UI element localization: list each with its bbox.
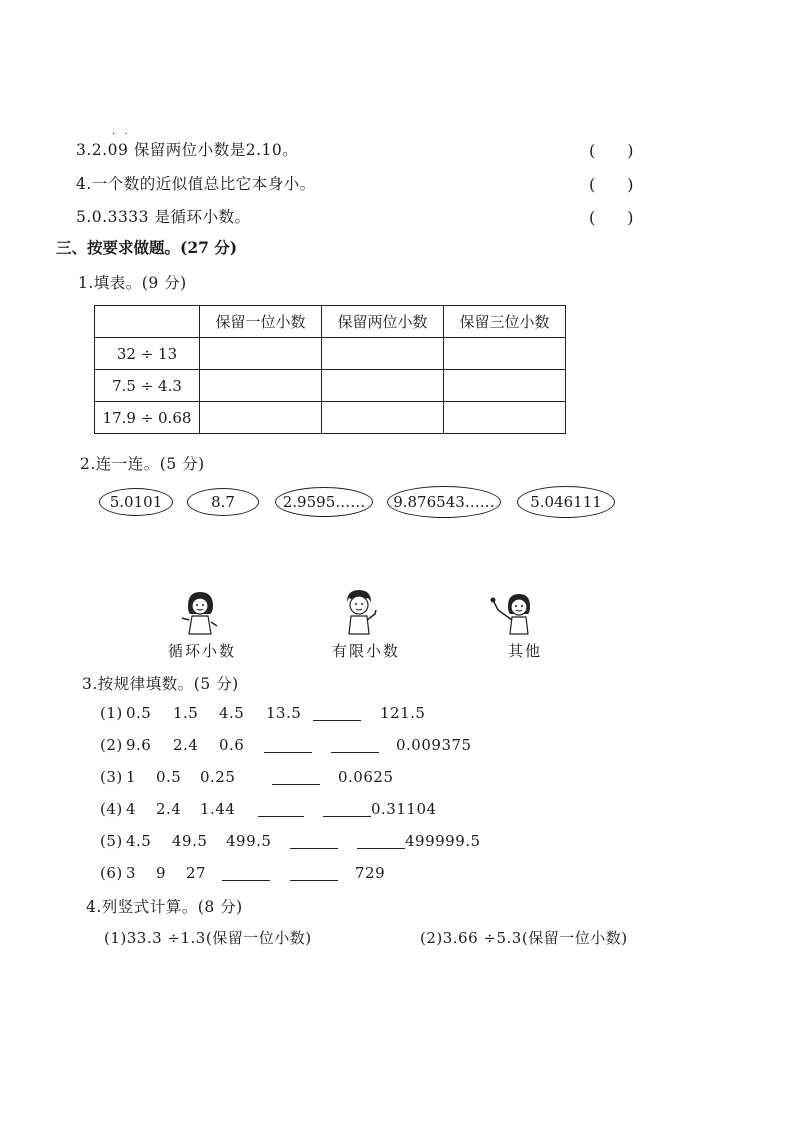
sequence-term: 13.5 (266, 704, 302, 722)
sequence-label: (1) (100, 704, 123, 722)
category-label[interactable]: 其他 (508, 642, 543, 660)
sequence-term: 0.5 (156, 768, 182, 786)
blank-fill[interactable] (313, 720, 361, 721)
section-title: 三、按要求做题。(27 分) (56, 238, 238, 257)
number-oval[interactable]: 2.9595…… (275, 487, 373, 517)
calc-item: (1)33.3 ÷1.3(保留一位小数) (104, 929, 312, 947)
emphasis-dots: . . (112, 126, 131, 137)
answer-cell[interactable] (444, 370, 566, 402)
sequence-term: 4.5 (126, 832, 152, 850)
number-oval[interactable]: 5.046111 (517, 486, 615, 518)
blank-fill[interactable] (357, 848, 405, 849)
sequence-label: (3) (100, 768, 123, 786)
blank-fill[interactable] (323, 816, 371, 817)
category-label[interactable]: 有限小数 (332, 642, 401, 660)
sequence-term: 9 (156, 864, 167, 882)
sequence-term: 0.5 (126, 704, 152, 722)
boy-thinking-icon (338, 588, 380, 638)
q1-title: 1.填表。(9 分) (78, 274, 187, 292)
q4-title: 4.列竖式计算。(8 分) (86, 898, 243, 916)
sequence-term: 0.6 (219, 736, 245, 754)
sequence-term: 4 (126, 800, 137, 818)
number-oval[interactable]: 5.0101 (99, 488, 173, 516)
judge-item-3: 3.2.09 保留两位小数是2.10。 (76, 141, 299, 159)
answer-cell[interactable] (322, 402, 444, 434)
sequence-term: 121.5 (380, 704, 426, 722)
table-header-cell: 保留一位小数 (200, 306, 322, 338)
table-row (95, 402, 566, 434)
sequence-term: 499.5 (226, 832, 272, 850)
sequence-term: 0.0625 (338, 768, 394, 786)
table-header-cell: 保留三位小数 (444, 306, 566, 338)
q3-title: 3.按规律填数。(5 分) (82, 675, 239, 693)
blank-fill[interactable] (258, 816, 304, 817)
table-row (95, 370, 566, 402)
sequence-term: 3 (126, 864, 137, 882)
sequence-label: (5) (100, 832, 123, 850)
blank-fill[interactable] (272, 784, 320, 785)
sequence-term: 1.5 (173, 704, 199, 722)
sequence-label: (2) (100, 736, 123, 754)
answer-cell[interactable] (200, 370, 322, 402)
sequence-term: 0.31104 (371, 800, 437, 818)
answer-cell[interactable] (200, 402, 322, 434)
row-expression: 7.5 ÷ 4.3 (95, 370, 200, 402)
sequence-term: 0.25 (200, 768, 236, 786)
sequence-term: 4.5 (219, 704, 245, 722)
category-label[interactable]: 循环小数 (168, 642, 237, 660)
girl-waving-icon (488, 592, 532, 638)
answer-cell[interactable] (200, 338, 322, 370)
blank-fill[interactable] (264, 752, 312, 753)
table-row (95, 338, 566, 370)
blank-fill[interactable] (331, 752, 379, 753)
rounding-table (94, 305, 566, 434)
sequence-term: 9.6 (126, 736, 152, 754)
answer-cell[interactable] (444, 338, 566, 370)
number-oval[interactable]: 9.876543…… (387, 486, 501, 518)
sequence-term: 1 (126, 768, 137, 786)
sequence-term: 729 (355, 864, 386, 882)
sequence-term: 49.5 (172, 832, 208, 850)
sequence-term: 2.4 (156, 800, 182, 818)
calc-item: (2)3.66 ÷5.3(保留一位小数) (420, 929, 628, 947)
judge-item-5: 5.0.3333 是循环小数。 (76, 208, 251, 226)
sequence-label: (4) (100, 800, 123, 818)
blank-fill[interactable] (222, 880, 270, 881)
blank-fill[interactable] (290, 880, 338, 881)
answer-cell[interactable] (444, 402, 566, 434)
sequence-term: 1.44 (200, 800, 236, 818)
q2-title: 2.连一连。(5 分) (80, 455, 205, 473)
answer-cell[interactable] (322, 338, 444, 370)
judge-item-4: 4.一个数的近似值总比它本身小。 (76, 175, 316, 193)
sequence-label: (6) (100, 864, 123, 882)
answer-cell[interactable] (322, 370, 444, 402)
sequence-term: 499999.5 (405, 832, 481, 850)
sequence-term: 27 (186, 864, 207, 882)
row-expression: 17.9 ÷ 0.68 (95, 402, 200, 434)
sequence-term: 2.4 (173, 736, 199, 754)
table-header-row (95, 306, 566, 338)
answer-paren-4[interactable]: ( ) (589, 175, 634, 194)
table-header-cell: 保留两位小数 (322, 306, 444, 338)
answer-paren-3[interactable]: ( ) (589, 141, 634, 160)
number-oval[interactable]: 8.7 (187, 488, 259, 516)
girl-pointing-icon (180, 590, 220, 638)
sequence-term: 0.009375 (396, 736, 472, 754)
row-expression: 32 ÷ 13 (95, 338, 200, 370)
table-header-cell (95, 306, 200, 338)
blank-fill[interactable] (290, 848, 338, 849)
answer-paren-5[interactable]: ( ) (589, 208, 634, 227)
